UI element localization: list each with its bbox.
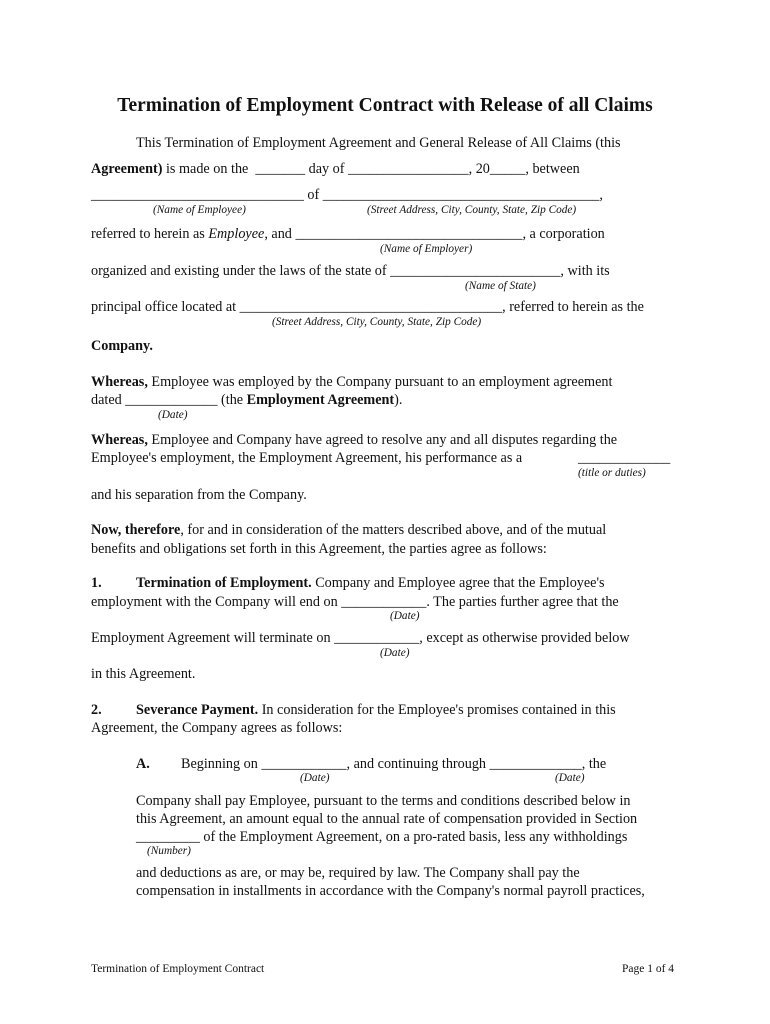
section-2-heading: Severance Payment. xyxy=(136,702,259,718)
whereas-1-label: Whereas, xyxy=(91,374,148,390)
whereas-2-label: Whereas, xyxy=(91,432,148,448)
caption-street-address-1: (Street Address, City, County, State, Zip Code) xyxy=(367,204,577,216)
caption-name-of-employee: (Name of Employee) xyxy=(153,204,246,216)
intro-line-2-text: is made on the _______ day of _________________, 20_____, between xyxy=(162,161,580,177)
subsection-a-line-1: Beginning on ____________, and continuing through _____________, the xyxy=(181,756,607,772)
whereas-1-line-1 xyxy=(91,373,612,391)
subsection-a-line-4: _________ of the Employment Agreement, on a pro-rated basis, less any withholdings xyxy=(136,829,628,845)
caption-street-address-2: (Street Address, City, County, State, Zip Code) xyxy=(272,316,482,328)
section-1-number xyxy=(91,574,102,592)
subsection-a-line-5: and deductions as are, or may be, required by law. The Company shall pay the xyxy=(136,865,580,881)
whereas-2-text: Employee and Company have agreed to resolve any and all disputes regarding the xyxy=(147,432,618,448)
document-title: Termination of Employment Contract with Release of all Claims xyxy=(117,95,653,116)
intro-line-5: organized and existing under the laws of the state of ________________________, with its xyxy=(91,263,610,279)
subsection-a-letter xyxy=(136,755,150,773)
company-term xyxy=(91,337,153,355)
employee-term: Employee xyxy=(208,226,265,242)
caption-name-of-employer: (Name of Employer) xyxy=(380,243,473,255)
title-or-duties-blank: _____________ xyxy=(578,450,671,466)
whereas-2-line-2: Employee's employment, the Employment Agreement, his performance as a xyxy=(91,450,523,466)
employment-agreement-term: Employment Agreement xyxy=(246,392,395,408)
intro-line-4-a: referred to herein as xyxy=(91,226,209,242)
section-1-line-4: in this Agreement. xyxy=(91,666,196,682)
section-1-line-3: Employment Agreement will terminate on ____________, except as otherwise provided below xyxy=(91,630,630,646)
intro-line-4-b: , and ________________________________, a corporation xyxy=(264,226,605,242)
section-1-number-text: 1. xyxy=(91,575,102,591)
whereas-2-line-1 xyxy=(91,431,617,449)
subsection-a-letter-text: A. xyxy=(136,756,150,772)
company-term-text: Company. xyxy=(91,338,153,354)
intro-line-4 xyxy=(91,225,605,243)
now-therefore-line-1 xyxy=(91,521,606,539)
whereas-1-line-2-b: ). xyxy=(394,392,403,408)
caption-date-terminate: (Date) xyxy=(380,647,410,659)
section-1-text: Company and Employee agree that the Employee's xyxy=(311,575,605,591)
intro-line-1: This Termination of Employment Agreement and General Release of All Claims (this xyxy=(136,135,621,151)
caption-title-or-duties: (title or duties) xyxy=(578,467,646,479)
caption-number: (Number) xyxy=(147,845,191,857)
footer-title: Termination of Employment Contract xyxy=(91,963,265,975)
section-2-line-1 xyxy=(136,701,616,719)
whereas-1-text: Employee was employed by the Company pursuant to an employment agreement xyxy=(147,374,613,390)
subsection-a-line-2: Company shall pay Employee, pursuant to the terms and conditions described below in xyxy=(136,793,631,809)
intro-line-2 xyxy=(91,160,580,178)
footer-page-number: Page 1 of 4 xyxy=(622,963,675,975)
intro-line-6: principal office located at _____________________________________, referred to herein as the xyxy=(91,299,644,315)
caption-name-of-state: (Name of State) xyxy=(465,280,536,292)
section-2-number xyxy=(91,701,102,719)
section-1-line-2: employment with the Company will end on ____________. The parties further agree that the xyxy=(91,594,619,610)
now-therefore-label: Now, therefore xyxy=(91,522,181,538)
whereas-1-line-2 xyxy=(91,391,402,409)
intro-line-3: ______________________________ of _______________________________________, xyxy=(91,187,603,203)
section-1-heading: Termination of Employment. xyxy=(136,575,312,591)
whereas-1-line-2-a: dated _____________ (the xyxy=(91,392,247,408)
caption-date-whereas: (Date) xyxy=(158,409,188,421)
now-therefore-text: , for and in consideration of the matters described above, and of the mutual xyxy=(180,522,607,538)
whereas-2-line-3: and his separation from the Company. xyxy=(91,487,307,503)
now-therefore-line-2: benefits and obligations set forth in this Agreement, the parties agree as follows: xyxy=(91,541,547,557)
section-2-line-2: Agreement, the Company agrees as follows: xyxy=(91,720,343,736)
section-1-line-1 xyxy=(136,574,605,592)
section-2-number-text: 2. xyxy=(91,702,102,718)
subsection-a-line-6: compensation in installments in accordance with the Company's normal payroll practices, xyxy=(136,883,645,899)
subsection-a-line-3: this Agreement, an amount equal to the annual rate of compensation provided in Section xyxy=(136,811,638,827)
agreement-term: Agreement) xyxy=(91,161,163,177)
caption-date-through: (Date) xyxy=(555,772,585,784)
section-2-text: In consideration for the Employee's promises contained in this xyxy=(258,702,616,718)
caption-date-beginning: (Date) xyxy=(300,772,330,784)
caption-date-end: (Date) xyxy=(390,610,420,622)
